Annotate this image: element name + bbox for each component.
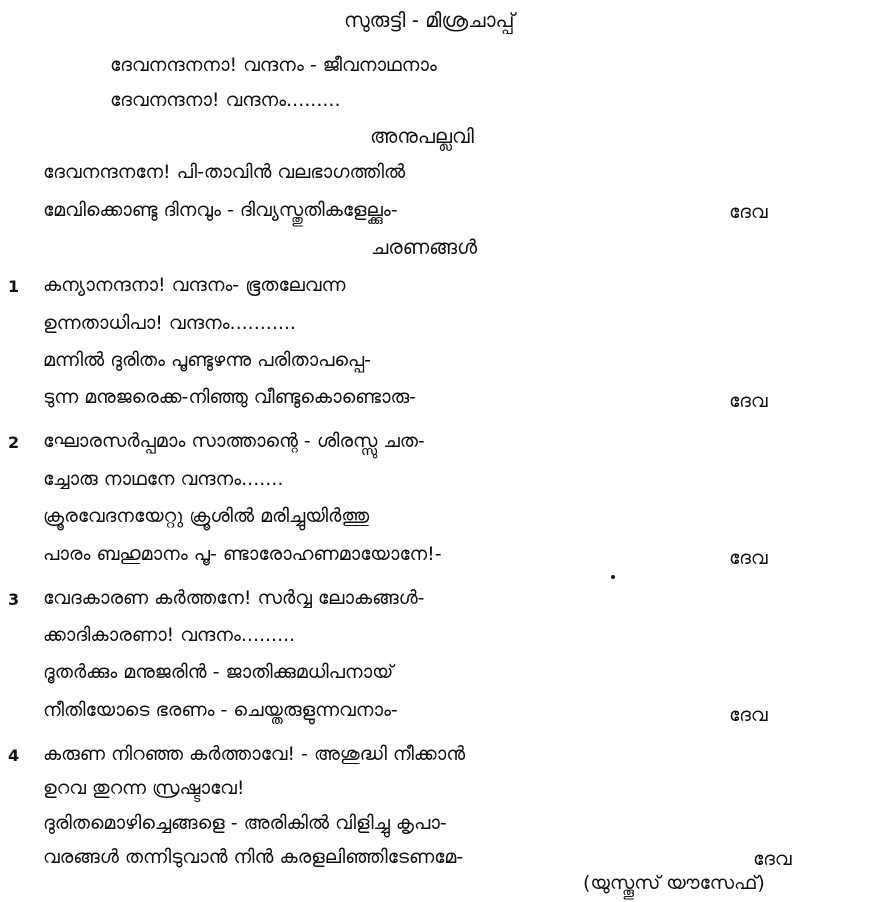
charanam-2-line-4: പാരം ബഹുമാനം പൂ- ണ്ടാരോഹണമായോനേ!-: [43, 543, 442, 565]
charanam-4-line-3: ദുരിതമൊഴിച്ചെങ്ങളെ - അരികിൽ വിളിച്ചു കൃപാ-: [43, 812, 447, 834]
anupallavi-line-2: മേവിക്കൊണ്ടു ദിനവും - ദിവ്യസ്തുതികളേല്ക്കും-: [43, 199, 398, 221]
charanam-3-line-2: ക്കാദികാരണാ! വന്ദനം.........: [43, 624, 296, 646]
refrain-charanam-1: ദേവ: [729, 390, 768, 412]
charanam-1-line-2: ഉന്നതാധിപാ! വന്ദനം...........: [43, 312, 296, 334]
charanam-number-4: 4: [8, 746, 20, 765]
charanam-3-line-3: ദൂതർക്കും മനുജരിൻ - ജാതിക്കുമധിപനായ്: [43, 661, 394, 683]
pallavi-line-1: ദേവനന്ദനനാ! വന്ദനം - ജീവനാഥനാം: [110, 54, 437, 76]
charanam-4-line-2: ഉറവ തുറന്ന സ്രഷ്ടാവേ!: [43, 777, 245, 799]
charanam-3-line-4: നീതിയോടെ ഭരണം - ചെയ്തരുളുന്നവനാം-: [43, 699, 398, 721]
charanam-4-line-4: വരങ്ങൾ തന്നിടുവാൻ നിൻ കരളലിഞ്ഞിടേണമേ-: [43, 846, 464, 868]
refrain-charanam-4: ദേവ: [753, 848, 792, 870]
charanam-number-1: 1: [8, 277, 20, 296]
charanam-4-line-1: കരുണ നിറഞ്ഞ കർത്താവേ! - അശുദ്ധി നീക്കാൻ: [43, 743, 466, 765]
charanam-2-line-1: ഘോരസർപ്പമാം സാത്താന്റെ - ശിരസ്സു ചത-: [43, 430, 425, 452]
charanam-1-line-3: മന്നിൽ ദുരിതം പൂണ്ടുഴന്നു പരിതാപപ്പെ-: [43, 349, 371, 371]
charanam-2-line-3: ക്രൂരവേദനയേറ്റു ക്രൂശിൽ മരിച്ചുയിർത്തു: [43, 505, 370, 527]
charanam-3-line-1: വേദകാരണ കർത്തനേ! സർവ്വ ലോകങ്ങൾ-: [43, 587, 425, 609]
pallavi-line-2: ദേവനന്ദനാ! വന്ദനം.........: [110, 89, 341, 111]
refrain-charanam-2: ദേവ: [729, 547, 768, 569]
charanam-number-2: 2: [8, 433, 20, 452]
anupallavi-line-1: ദേവനന്ദനനേ! പി-താവിൻ വലഭാഗത്തിൽ: [43, 161, 406, 183]
refrain-anupallavi: ദേവ: [729, 201, 768, 223]
author-credit: (യുസ്തൂസ് യൗസേഫ്): [583, 872, 765, 894]
charanam-2-line-2: ച്ചോരു നാഥനേ വന്ദനം.......: [43, 468, 284, 490]
stray-dot: [611, 575, 615, 579]
anupallavi-heading: അനുപല്ലവി: [370, 124, 474, 148]
charanam-heading: ചരണങ്ങൾ: [371, 235, 478, 259]
charanam-1-line-4: ടുന്ന മനുജരെക്ക-നിഞ്ഞു വീണ്ടുകൊണ്ടൊരു-: [43, 386, 417, 408]
charanam-number-3: 3: [8, 590, 20, 609]
refrain-charanam-3: ദേവ: [729, 704, 768, 726]
song-title: സുരുട്ടി - മിശ്രചാപ്പ്: [344, 8, 515, 32]
charanam-1-line-1: കന്യാനന്ദനാ! വന്ദനം- ഭൂതലേവന്ന: [43, 274, 346, 296]
